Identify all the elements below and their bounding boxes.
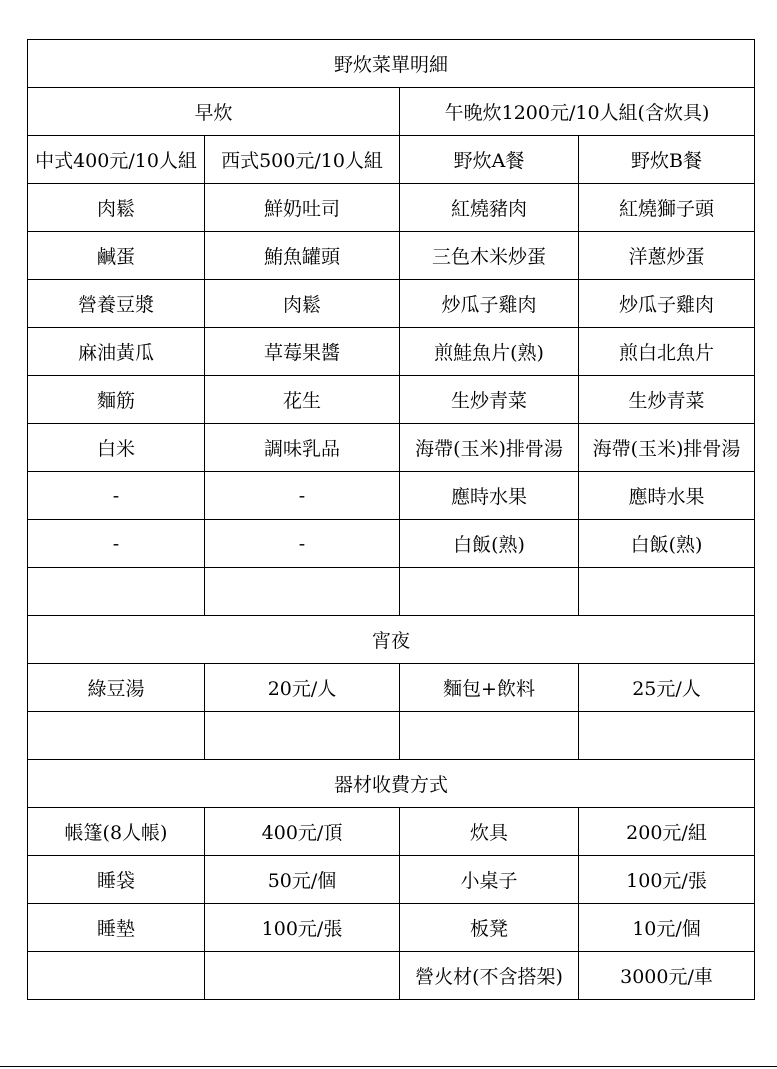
menu-cell: 白飯(熟): [400, 520, 579, 568]
meal-header-row: [28, 88, 755, 136]
menu-cell: 營養豆漿: [28, 280, 205, 328]
midnight-header-row: [28, 616, 755, 664]
lunch-dinner-header: 午晚炊1200元/10人組(含炊具): [400, 88, 755, 136]
empty-cell: [400, 712, 579, 760]
equipment-cell: 100元/張: [205, 904, 400, 952]
menu-cell: 海帶(玉米)排骨湯: [579, 424, 755, 472]
equipment-cell: 3000元/車: [579, 952, 755, 1000]
menu-cell: -: [28, 472, 205, 520]
equipment-cell: 板凳: [400, 904, 579, 952]
menu-cell: -: [28, 520, 205, 568]
column-header: 野炊A餐: [400, 136, 579, 184]
menu-cell: 調味乳品: [205, 424, 400, 472]
menu-cell: 生炒青菜: [579, 376, 755, 424]
menu-cell: 煎鮭魚片(熟): [400, 328, 579, 376]
empty-cell: [579, 568, 755, 616]
menu-row: [28, 280, 755, 328]
equipment-cell: 200元/組: [579, 808, 755, 856]
equipment-cell: 睡袋: [28, 856, 205, 904]
equipment-cell: 睡墊: [28, 904, 205, 952]
empty-cell: [205, 568, 400, 616]
menu-table: [27, 39, 755, 1000]
title-row: [28, 40, 755, 88]
menu-row: [28, 232, 755, 280]
menu-cell: 炒瓜子雞肉: [400, 280, 579, 328]
column-header: 中式400元/10人組: [28, 136, 205, 184]
menu-cell: 白飯(熟): [579, 520, 755, 568]
column-header: 野炊B餐: [579, 136, 755, 184]
empty-cell: [579, 712, 755, 760]
menu-cell: 紅燒豬肉: [400, 184, 579, 232]
equipment-cell: 炊具: [400, 808, 579, 856]
spacer-row: [28, 568, 755, 616]
menu-row: [28, 184, 755, 232]
spacer-row: [28, 712, 755, 760]
menu-cell: 鮮奶吐司: [205, 184, 400, 232]
column-header-row: [28, 136, 755, 184]
equipment-cell: 50元/個: [205, 856, 400, 904]
menu-row: [28, 472, 755, 520]
sheet-title: 野炊菜單明細: [28, 40, 755, 88]
menu-cell: 草莓果醬: [205, 328, 400, 376]
empty-cell: [28, 712, 205, 760]
midnight-cell: 綠豆湯: [28, 664, 205, 712]
menu-row: [28, 376, 755, 424]
menu-row: [28, 424, 755, 472]
equipment-cell: 營火材(不含搭架): [400, 952, 579, 1000]
empty-cell: [28, 568, 205, 616]
menu-cell: -: [205, 472, 400, 520]
column-header: 西式500元/10人組: [205, 136, 400, 184]
menu-cell: 應時水果: [579, 472, 755, 520]
menu-row: [28, 520, 755, 568]
menu-cell: -: [205, 520, 400, 568]
equipment-cell: [28, 952, 205, 1000]
midnight-cell: 20元/人: [205, 664, 400, 712]
empty-cell: [205, 712, 400, 760]
menu-cell: 生炒青菜: [400, 376, 579, 424]
equipment-header-row: [28, 760, 755, 808]
menu-cell: 炒瓜子雞肉: [579, 280, 755, 328]
equipment-cell: 帳篷(8人帳): [28, 808, 205, 856]
breakfast-header: 早炊: [28, 88, 400, 136]
menu-cell: 肉鬆: [28, 184, 205, 232]
equipment-row: [28, 904, 755, 952]
menu-row: [28, 328, 755, 376]
equipment-cell: [205, 952, 400, 1000]
menu-cell: 麻油黃瓜: [28, 328, 205, 376]
equipment-cell: 100元/張: [579, 856, 755, 904]
menu-cell: 鮪魚罐頭: [205, 232, 400, 280]
midnight-cell: 25元/人: [579, 664, 755, 712]
menu-cell: 洋蔥炒蛋: [579, 232, 755, 280]
menu-cell: 紅燒獅子頭: [579, 184, 755, 232]
empty-cell: [400, 568, 579, 616]
menu-cell: 應時水果: [400, 472, 579, 520]
midnight-cell: 麵包+飲料: [400, 664, 579, 712]
menu-cell: 鹹蛋: [28, 232, 205, 280]
equipment-row: [28, 808, 755, 856]
menu-cell: 煎白北魚片: [579, 328, 755, 376]
page-bottom-rule: [0, 1066, 777, 1067]
equipment-cell: 10元/個: [579, 904, 755, 952]
menu-cell: 麵筋: [28, 376, 205, 424]
menu-cell: 肉鬆: [205, 280, 400, 328]
menu-sheet: [27, 39, 754, 1000]
equipment-header: 器材收費方式: [28, 760, 755, 808]
equipment-cell: 小桌子: [400, 856, 579, 904]
equipment-cell: 400元/頂: [205, 808, 400, 856]
midnight-row: [28, 664, 755, 712]
menu-cell: 花生: [205, 376, 400, 424]
midnight-header: 宵夜: [28, 616, 755, 664]
equipment-row: [28, 856, 755, 904]
equipment-row: [28, 952, 755, 1000]
menu-cell: 海帶(玉米)排骨湯: [400, 424, 579, 472]
menu-cell: 白米: [28, 424, 205, 472]
menu-cell: 三色木米炒蛋: [400, 232, 579, 280]
